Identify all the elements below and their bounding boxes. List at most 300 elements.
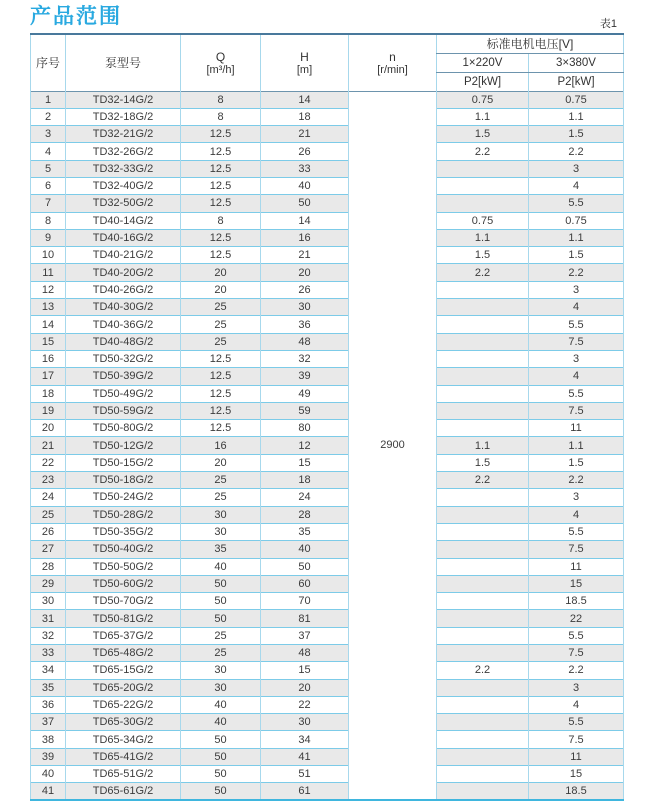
cell-model: TD65-48G/2 [66, 645, 181, 662]
cell-index: 38 [31, 731, 66, 748]
cell-model: TD50-35G/2 [66, 523, 181, 540]
table-row [31, 748, 624, 765]
header-p2-380: P2[kW] [529, 72, 624, 91]
cell-model: TD40-20G/2 [66, 264, 181, 281]
cell-p2-380: 4 [529, 696, 624, 713]
cell-q: 50 [181, 783, 261, 800]
table-row [31, 506, 624, 523]
cell-index: 10 [31, 247, 66, 264]
table-row [31, 523, 624, 540]
cell-q: 12.5 [181, 247, 261, 264]
cell-model: TD50-60G/2 [66, 575, 181, 592]
cell-h: 51 [261, 766, 349, 783]
cell-model: TD50-81G/2 [66, 610, 181, 627]
table-row [31, 575, 624, 592]
cell-model: TD40-21G/2 [66, 247, 181, 264]
cell-q: 25 [181, 316, 261, 333]
cell-model: TD50-28G/2 [66, 506, 181, 523]
cell-p2-220 [437, 748, 529, 765]
table-row [31, 264, 624, 281]
table-row [31, 126, 624, 143]
cell-q: 50 [181, 593, 261, 610]
cell-p2-380: 4 [529, 506, 624, 523]
cell-q: 20 [181, 281, 261, 298]
cell-model: TD32-40G/2 [66, 177, 181, 194]
cell-index: 41 [31, 783, 66, 800]
cell-p2-380: 3 [529, 489, 624, 506]
table-row [31, 195, 624, 212]
cell-index: 22 [31, 454, 66, 471]
cell-p2-220 [437, 489, 529, 506]
cell-p2-220 [437, 627, 529, 644]
cell-index: 11 [31, 264, 66, 281]
cell-p2-220 [437, 679, 529, 696]
cell-p2-220 [437, 368, 529, 385]
cell-model: TD50-32G/2 [66, 350, 181, 367]
table-row [31, 229, 624, 246]
cell-p2-220: 2.2 [437, 264, 529, 281]
table-row [31, 454, 624, 471]
cell-p2-220 [437, 506, 529, 523]
table-row [31, 662, 624, 679]
cell-index: 31 [31, 610, 66, 627]
cell-model: TD65-37G/2 [66, 627, 181, 644]
cell-index: 28 [31, 558, 66, 575]
cell-p2-380: 18.5 [529, 593, 624, 610]
cell-index: 14 [31, 316, 66, 333]
cell-p2-220 [437, 523, 529, 540]
cell-q: 12.5 [181, 385, 261, 402]
cell-index: 6 [31, 177, 66, 194]
cell-n-speed: 2900 [349, 91, 437, 800]
cell-p2-380: 3 [529, 679, 624, 696]
cell-p2-380: 1.1 [529, 108, 624, 125]
cell-q: 8 [181, 108, 261, 125]
table-row [31, 679, 624, 696]
cell-h: 34 [261, 731, 349, 748]
cell-p2-220 [437, 645, 529, 662]
header-head-symbol: H [300, 49, 309, 64]
table-row [31, 489, 624, 506]
cell-q: 12.5 [181, 350, 261, 367]
cell-h: 61 [261, 783, 349, 800]
header-voltage-380: 3×380V [529, 53, 624, 72]
cell-h: 60 [261, 575, 349, 592]
cell-p2-220 [437, 575, 529, 592]
cell-h: 32 [261, 350, 349, 367]
cell-model: TD50-18G/2 [66, 472, 181, 489]
cell-p2-220 [437, 766, 529, 783]
cell-index: 29 [31, 575, 66, 592]
cell-h: 12 [261, 437, 349, 454]
cell-index: 35 [31, 679, 66, 696]
table-body [31, 91, 624, 800]
header-index: 序号 [31, 34, 66, 91]
cell-h: 15 [261, 662, 349, 679]
cell-p2-380: 1.1 [529, 437, 624, 454]
cell-q: 12.5 [181, 229, 261, 246]
cell-p2-220 [437, 402, 529, 419]
cell-h: 50 [261, 558, 349, 575]
cell-h: 22 [261, 696, 349, 713]
cell-p2-220: 2.2 [437, 662, 529, 679]
cell-model: TD50-59G/2 [66, 402, 181, 419]
cell-model: TD40-26G/2 [66, 281, 181, 298]
table-row [31, 558, 624, 575]
cell-index: 33 [31, 645, 66, 662]
cell-p2-220 [437, 385, 529, 402]
table-row [31, 437, 624, 454]
cell-h: 80 [261, 420, 349, 437]
table-row [31, 108, 624, 125]
table-number-label: 表1 [599, 18, 617, 30]
header-speed-unit: [r/min] [377, 63, 408, 76]
table-row [31, 385, 624, 402]
cell-h: 41 [261, 748, 349, 765]
cell-p2-220 [437, 160, 529, 177]
cell-p2-220: 2.2 [437, 472, 529, 489]
cell-h: 24 [261, 489, 349, 506]
cell-h: 20 [261, 679, 349, 696]
cell-index: 7 [31, 195, 66, 212]
cell-index: 16 [31, 350, 66, 367]
cell-q: 8 [181, 91, 261, 108]
cell-q: 50 [181, 748, 261, 765]
cell-index: 8 [31, 212, 66, 229]
cell-p2-380: 11 [529, 748, 624, 765]
cell-model: TD40-16G/2 [66, 229, 181, 246]
cell-h: 18 [261, 108, 349, 125]
cell-index: 27 [31, 541, 66, 558]
table-row [31, 143, 624, 160]
cell-index: 25 [31, 506, 66, 523]
cell-q: 40 [181, 558, 261, 575]
header-flow-unit: [m³/h] [206, 63, 235, 76]
cell-q: 25 [181, 472, 261, 489]
cell-h: 48 [261, 645, 349, 662]
cell-index: 37 [31, 714, 66, 731]
cell-p2-380: 0.75 [529, 212, 624, 229]
cell-index: 1 [31, 91, 66, 108]
table-row [31, 212, 624, 229]
cell-p2-220: 1.1 [437, 229, 529, 246]
cell-h: 81 [261, 610, 349, 627]
cell-p2-380: 7.5 [529, 333, 624, 350]
cell-p2-220 [437, 541, 529, 558]
cell-index: 18 [31, 385, 66, 402]
cell-model: TD65-30G/2 [66, 714, 181, 731]
cell-p2-380: 5.5 [529, 523, 624, 540]
cell-q: 30 [181, 662, 261, 679]
cell-p2-220 [437, 333, 529, 350]
cell-p2-380: 4 [529, 177, 624, 194]
header-head [261, 34, 349, 91]
cell-model: TD50-12G/2 [66, 437, 181, 454]
cell-p2-380: 0.75 [529, 91, 624, 108]
cell-q: 20 [181, 454, 261, 471]
cell-p2-220 [437, 731, 529, 748]
cell-model: TD32-33G/2 [66, 160, 181, 177]
page-title: 产品范围 [30, 5, 122, 28]
cell-model: TD50-39G/2 [66, 368, 181, 385]
cell-q: 8 [181, 212, 261, 229]
table-row [31, 299, 624, 316]
table-row [31, 160, 624, 177]
cell-q: 50 [181, 575, 261, 592]
cell-h: 18 [261, 472, 349, 489]
cell-p2-380: 4 [529, 368, 624, 385]
cell-q: 12.5 [181, 195, 261, 212]
table-row [31, 731, 624, 748]
cell-q: 40 [181, 714, 261, 731]
cell-h: 48 [261, 333, 349, 350]
cell-model: TD65-41G/2 [66, 748, 181, 765]
cell-p2-380: 5.5 [529, 627, 624, 644]
cell-model: TD32-21G/2 [66, 126, 181, 143]
cell-h: 30 [261, 714, 349, 731]
cell-p2-220 [437, 316, 529, 333]
cell-q: 40 [181, 696, 261, 713]
header-voltage-220: 1×220V [437, 53, 529, 72]
cell-p2-380: 7.5 [529, 402, 624, 419]
cell-p2-380: 1.5 [529, 247, 624, 264]
cell-index: 39 [31, 748, 66, 765]
cell-index: 36 [31, 696, 66, 713]
cell-h: 21 [261, 247, 349, 264]
cell-index: 34 [31, 662, 66, 679]
cell-q: 12.5 [181, 143, 261, 160]
header-p2-220: P2[kW] [437, 72, 529, 91]
cell-p2-380: 4 [529, 299, 624, 316]
cell-p2-220 [437, 558, 529, 575]
cell-index: 20 [31, 420, 66, 437]
cell-model: TD40-36G/2 [66, 316, 181, 333]
cell-h: 37 [261, 627, 349, 644]
cell-h: 21 [261, 126, 349, 143]
cell-index: 4 [31, 143, 66, 160]
cell-h: 59 [261, 402, 349, 419]
table-row [31, 783, 624, 800]
cell-q: 16 [181, 437, 261, 454]
cell-p2-220 [437, 593, 529, 610]
cell-p2-220: 0.75 [437, 91, 529, 108]
cell-index: 23 [31, 472, 66, 489]
cell-h: 39 [261, 368, 349, 385]
cell-h: 70 [261, 593, 349, 610]
cell-q: 12.5 [181, 368, 261, 385]
cell-q: 25 [181, 627, 261, 644]
cell-model: TD50-24G/2 [66, 489, 181, 506]
header-flow [181, 34, 261, 91]
cell-p2-380: 5.5 [529, 195, 624, 212]
cell-model: TD50-49G/2 [66, 385, 181, 402]
cell-h: 36 [261, 316, 349, 333]
cell-p2-220 [437, 350, 529, 367]
cell-p2-380: 1.5 [529, 126, 624, 143]
cell-index: 5 [31, 160, 66, 177]
cell-q: 25 [181, 645, 261, 662]
cell-model: TD65-15G/2 [66, 662, 181, 679]
cell-h: 26 [261, 281, 349, 298]
table-row [31, 420, 624, 437]
cell-h: 50 [261, 195, 349, 212]
table-row [31, 541, 624, 558]
cell-model: TD65-34G/2 [66, 731, 181, 748]
cell-index: 26 [31, 523, 66, 540]
cell-h: 20 [261, 264, 349, 281]
cell-p2-380: 5.5 [529, 385, 624, 402]
cell-index: 19 [31, 402, 66, 419]
table-row [31, 645, 624, 662]
cell-q: 25 [181, 489, 261, 506]
cell-h: 40 [261, 541, 349, 558]
cell-h: 28 [261, 506, 349, 523]
cell-h: 30 [261, 299, 349, 316]
cell-model: TD65-20G/2 [66, 679, 181, 696]
cell-p2-220: 1.5 [437, 126, 529, 143]
cell-q: 25 [181, 299, 261, 316]
cell-index: 9 [31, 229, 66, 246]
cell-index: 32 [31, 627, 66, 644]
table-row [31, 368, 624, 385]
cell-p2-380: 22 [529, 610, 624, 627]
table-row [31, 177, 624, 194]
cell-p2-380: 18.5 [529, 783, 624, 800]
cell-model: TD50-15G/2 [66, 454, 181, 471]
table-row [31, 350, 624, 367]
cell-p2-220: 1.1 [437, 437, 529, 454]
cell-q: 50 [181, 766, 261, 783]
cell-q: 12.5 [181, 126, 261, 143]
cell-p2-380: 3 [529, 160, 624, 177]
cell-p2-220 [437, 783, 529, 800]
cell-p2-380: 15 [529, 575, 624, 592]
cell-p2-220 [437, 299, 529, 316]
header-head-unit: [m] [296, 63, 313, 76]
table-row [31, 247, 624, 264]
header-speed [349, 34, 437, 91]
cell-p2-220: 1.5 [437, 454, 529, 471]
table-row [31, 472, 624, 489]
cell-q: 35 [181, 541, 261, 558]
cell-p2-220 [437, 696, 529, 713]
product-range-table [30, 33, 624, 801]
cell-h: 16 [261, 229, 349, 246]
cell-p2-220 [437, 177, 529, 194]
cell-p2-380: 11 [529, 558, 624, 575]
table-row [31, 91, 624, 108]
table-row [31, 766, 624, 783]
cell-q: 50 [181, 731, 261, 748]
cell-q: 30 [181, 679, 261, 696]
cell-index: 3 [31, 126, 66, 143]
cell-p2-380: 1.5 [529, 454, 624, 471]
cell-model: TD50-50G/2 [66, 558, 181, 575]
cell-model: TD65-61G/2 [66, 783, 181, 800]
cell-p2-380: 7.5 [529, 731, 624, 748]
cell-p2-220: 2.2 [437, 143, 529, 160]
cell-p2-380: 3 [529, 281, 624, 298]
cell-h: 14 [261, 91, 349, 108]
cell-p2-220 [437, 610, 529, 627]
cell-p2-220: 1.5 [437, 247, 529, 264]
cell-q: 12.5 [181, 420, 261, 437]
cell-p2-380: 1.1 [529, 229, 624, 246]
cell-p2-380: 11 [529, 420, 624, 437]
cell-index: 21 [31, 437, 66, 454]
header-model: 泵型号 [66, 34, 181, 91]
cell-model: TD40-14G/2 [66, 212, 181, 229]
cell-model: TD50-40G/2 [66, 541, 181, 558]
table-row [31, 281, 624, 298]
cell-index: 15 [31, 333, 66, 350]
table-row [31, 316, 624, 333]
cell-p2-380: 5.5 [529, 714, 624, 731]
cell-h: 35 [261, 523, 349, 540]
cell-model: TD40-30G/2 [66, 299, 181, 316]
cell-q: 30 [181, 523, 261, 540]
table-row [31, 696, 624, 713]
cell-p2-380: 7.5 [529, 645, 624, 662]
header-speed-symbol: n [389, 49, 396, 64]
table-row [31, 593, 624, 610]
cell-q: 30 [181, 506, 261, 523]
cell-h: 40 [261, 177, 349, 194]
cell-p2-380: 7.5 [529, 541, 624, 558]
cell-p2-220: 0.75 [437, 212, 529, 229]
cell-index: 17 [31, 368, 66, 385]
cell-model: TD50-70G/2 [66, 593, 181, 610]
cell-q: 50 [181, 610, 261, 627]
cell-model: TD32-14G/2 [66, 91, 181, 108]
cell-model: TD40-48G/2 [66, 333, 181, 350]
cell-index: 13 [31, 299, 66, 316]
cell-index: 24 [31, 489, 66, 506]
table-row [31, 402, 624, 419]
table-row [31, 610, 624, 627]
cell-model: TD50-80G/2 [66, 420, 181, 437]
header-flow-symbol: Q [215, 49, 226, 64]
table-row [31, 333, 624, 350]
cell-p2-220: 1.1 [437, 108, 529, 125]
cell-p2-380: 2.2 [529, 264, 624, 281]
cell-model: TD65-22G/2 [66, 696, 181, 713]
cell-model: TD32-18G/2 [66, 108, 181, 125]
cell-h: 33 [261, 160, 349, 177]
cell-model: TD32-26G/2 [66, 143, 181, 160]
table-row [31, 714, 624, 731]
cell-q: 12.5 [181, 177, 261, 194]
cell-p2-220 [437, 420, 529, 437]
cell-index: 2 [31, 108, 66, 125]
cell-p2-380: 5.5 [529, 316, 624, 333]
cell-q: 12.5 [181, 402, 261, 419]
cell-index: 40 [31, 766, 66, 783]
table-row [31, 627, 624, 644]
cell-p2-380: 3 [529, 350, 624, 367]
cell-p2-220 [437, 195, 529, 212]
cell-h: 26 [261, 143, 349, 160]
cell-model: TD65-51G/2 [66, 766, 181, 783]
cell-model: TD32-50G/2 [66, 195, 181, 212]
cell-q: 12.5 [181, 160, 261, 177]
cell-p2-380: 2.2 [529, 472, 624, 489]
cell-p2-380: 15 [529, 766, 624, 783]
cell-q: 20 [181, 264, 261, 281]
table-header [31, 34, 624, 91]
cell-q: 25 [181, 333, 261, 350]
cell-p2-220 [437, 714, 529, 731]
